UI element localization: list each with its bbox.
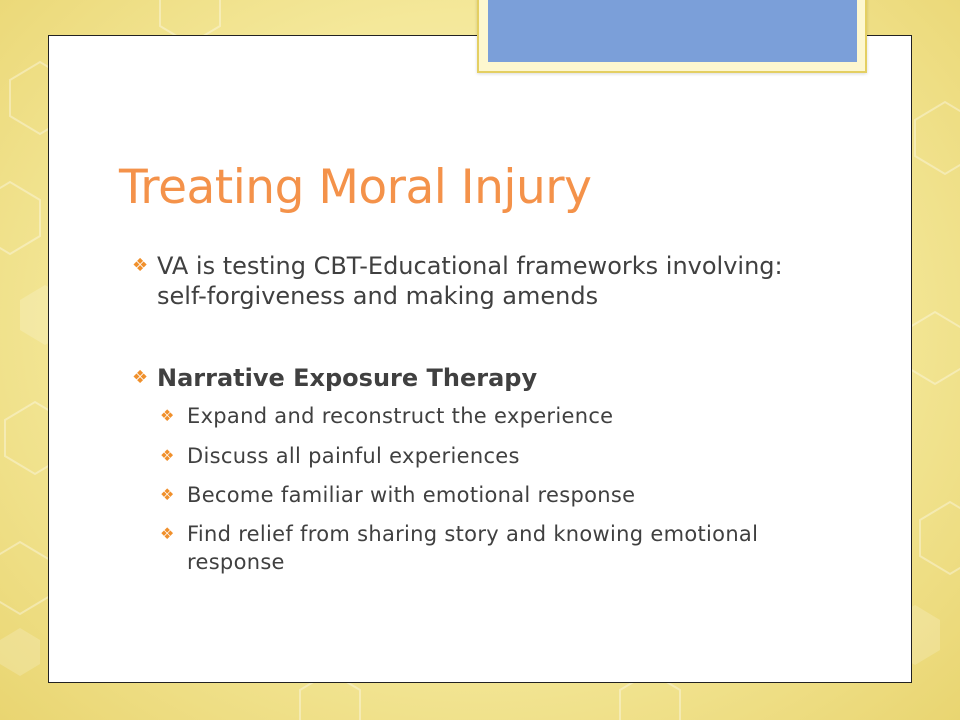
slide-title: Treating Moral Injury <box>119 160 592 215</box>
diamond-checkbox-icon: ❖ <box>160 446 175 465</box>
diamond-checkbox-icon: ❖ <box>160 406 175 425</box>
sub-bullet-text: Expand and reconstruct the experience <box>187 404 614 428</box>
diamond-checkbox-icon: ❖ <box>160 485 175 504</box>
bullet-item-narrative-exposure <box>132 363 832 393</box>
bullet-text: VA is testing CBT-Educational frameworks involving: self-forgiveness and making amends <box>157 252 783 310</box>
sub-bullet-item <box>160 402 800 430</box>
sub-bullet-text: Become familiar with emotional response <box>187 483 636 507</box>
sub-bullet-item <box>160 520 800 576</box>
sub-bullet-text: Find relief from sharing story and knowing emotional response <box>187 522 759 574</box>
bullet-text: Narrative Exposure Therapy <box>157 364 538 392</box>
sub-bullet-text: Discuss all painful experiences <box>187 444 520 468</box>
slide-content-panel <box>48 35 912 683</box>
sub-bullet-item <box>160 481 800 509</box>
diamond-checkbox-icon: ❖ <box>160 524 175 543</box>
sub-bullet-item <box>160 442 800 470</box>
diamond-checkbox-icon: ❖ <box>132 255 149 276</box>
diamond-checkbox-icon: ❖ <box>132 367 149 388</box>
accent-block <box>488 0 857 62</box>
bullet-item-cbt <box>132 251 832 311</box>
